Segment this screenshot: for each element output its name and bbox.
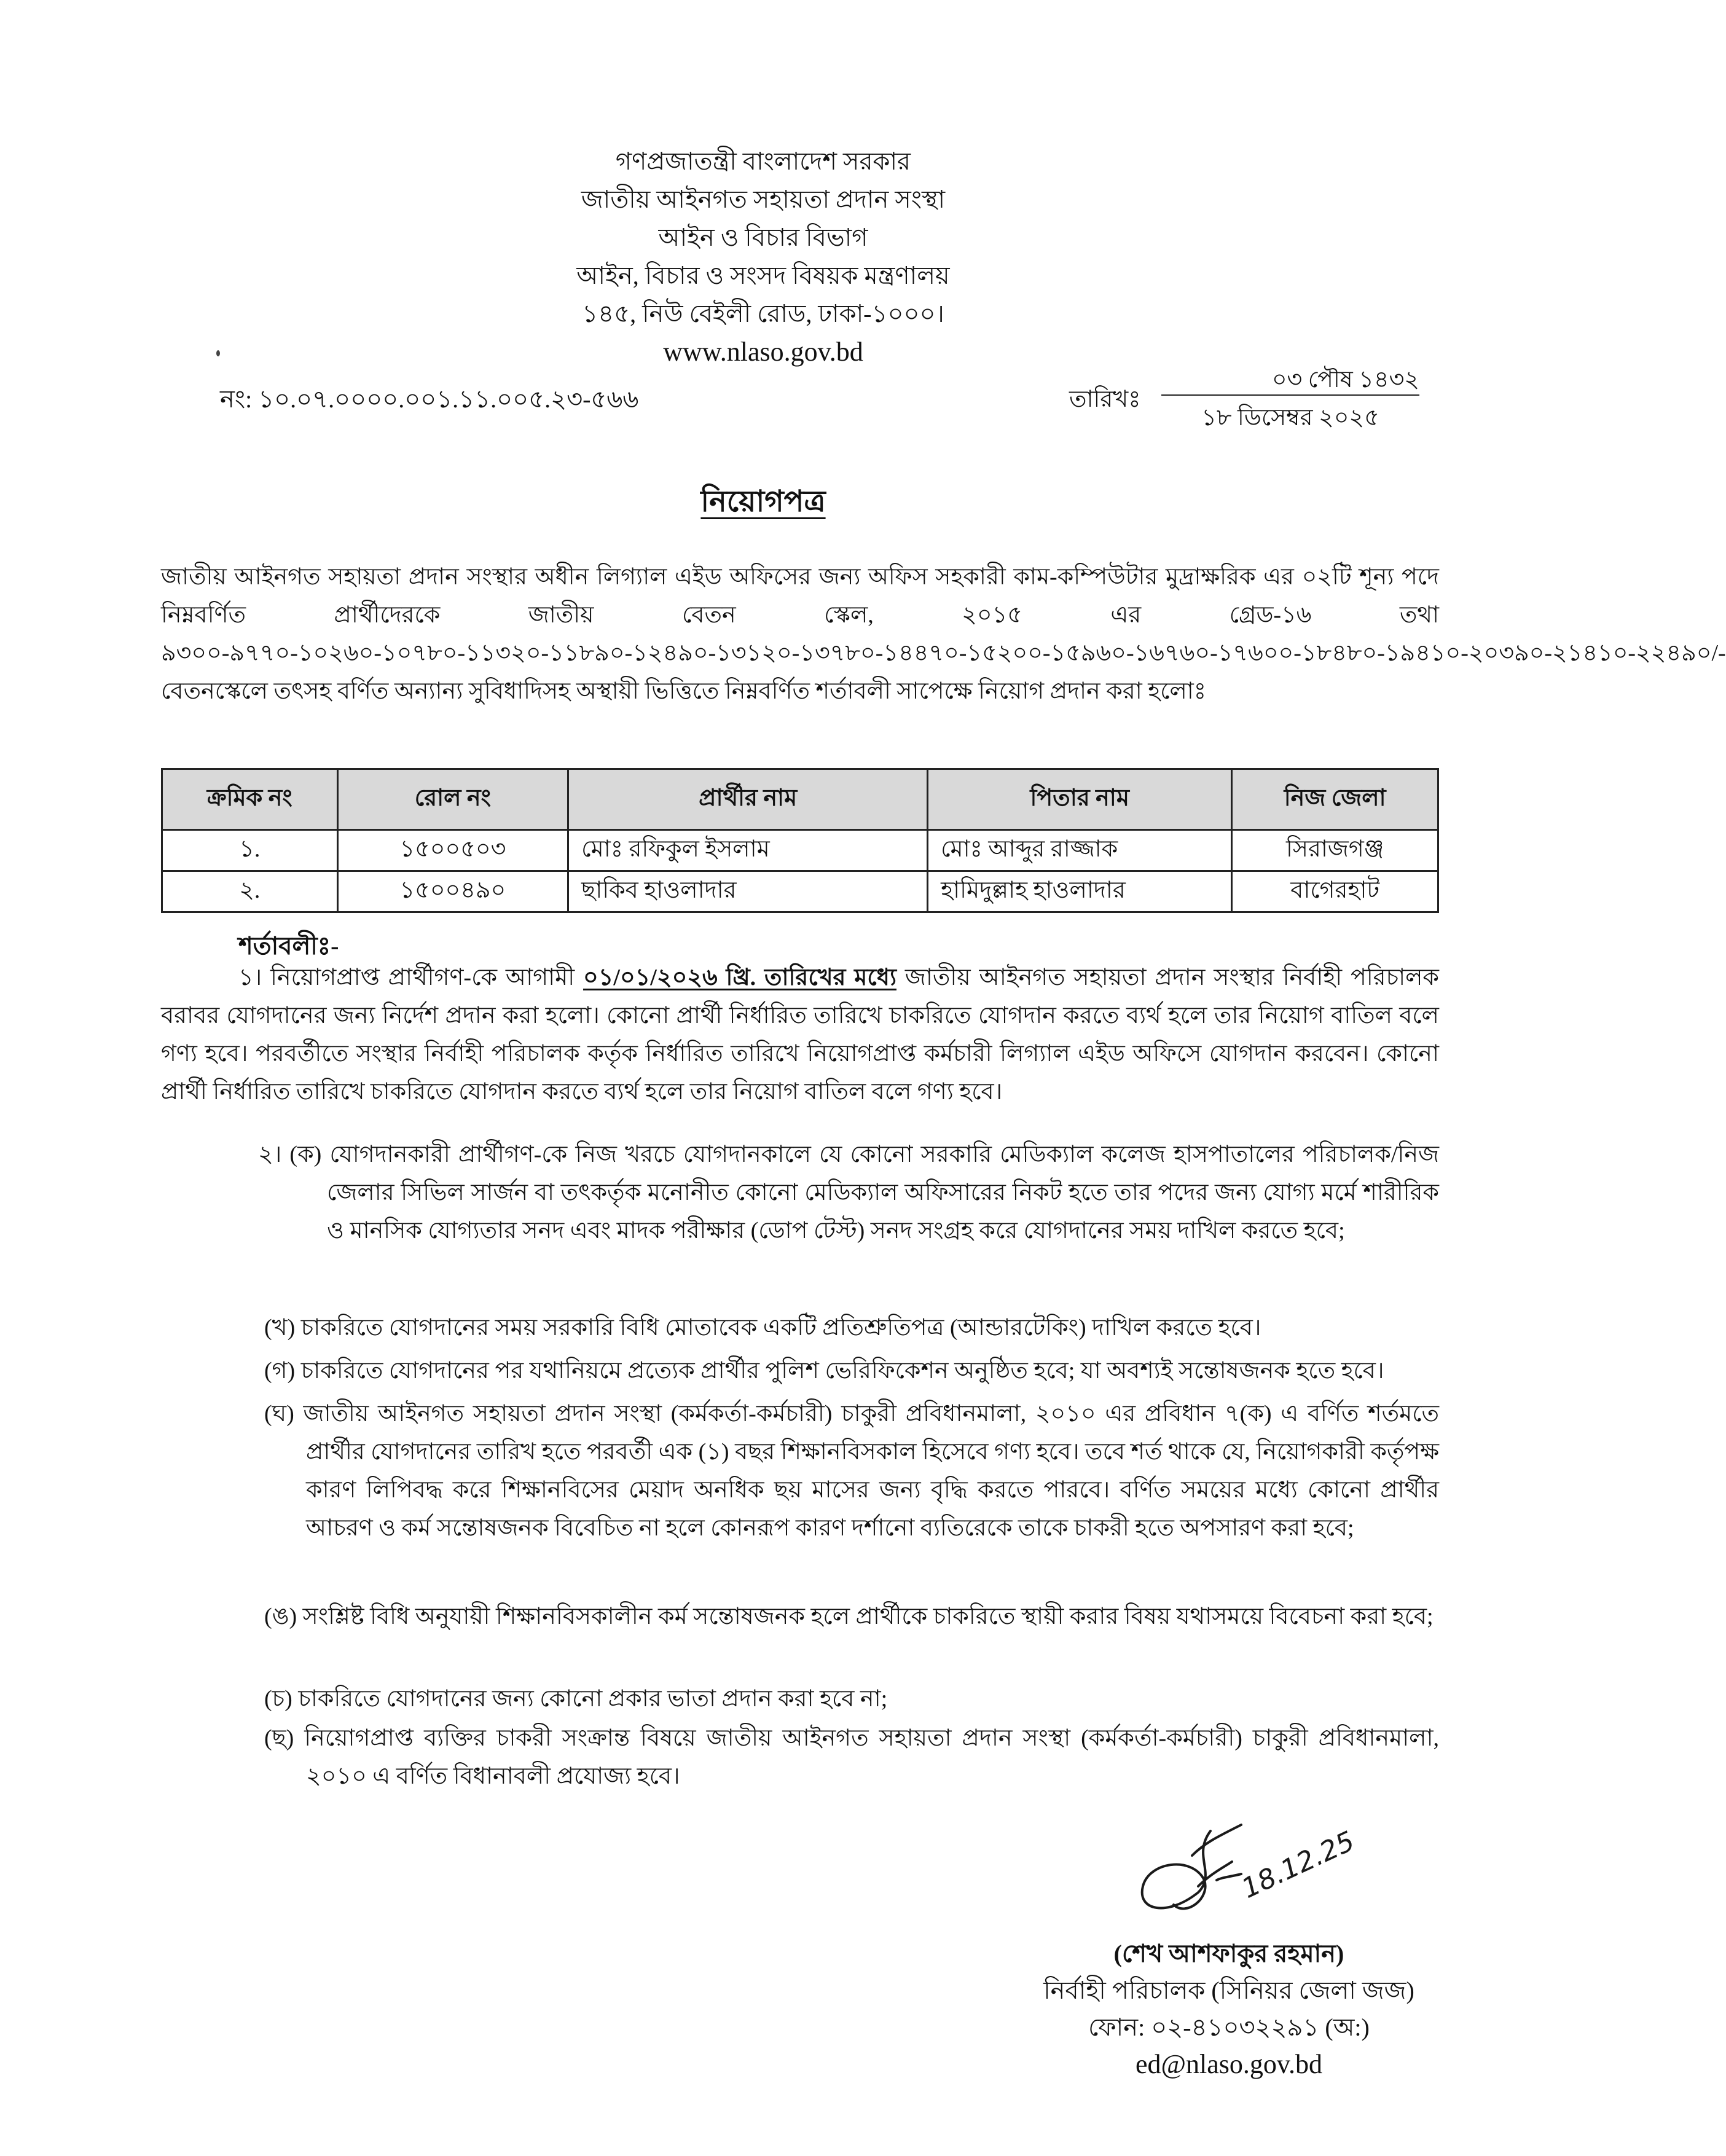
condition-2g-text: (ছ) নিয়োগপ্রাপ্ত ব্যক্তির চাকরী সংক্রান্ত বিষয়ে জাতীয় আইনগত সহায়তা প্রদান সংস্থা (কর্মকর্তা-কর্মচারী) চাকুরী প্রবিধানমালা, ২০১০ এ বর্ণিত বিধানাবলী প্রযোজ্য হবে।	[264, 1725, 1439, 1789]
condition-2b	[264, 1309, 1439, 1347]
condition-2c	[264, 1352, 1439, 1390]
date-divider	[1161, 394, 1419, 396]
signatory-designation: নির্বাহী পরিচালক (সিনিয়র জেলা জজ)	[1043, 1977, 1414, 2004]
cell-home-district: বাগেরহাট	[1232, 871, 1438, 912]
cell-roll: ১৫০০৫০৩	[337, 830, 568, 871]
condition-1	[161, 958, 1439, 1111]
letterhead-organization: জাতীয় আইনগত সহায়তা প্রদান সংস্থা	[581, 186, 946, 213]
signatory-email: ed@nlaso.gov.bd	[1135, 2049, 1323, 2079]
condition-2g	[264, 1719, 1439, 1795]
document-title: নিয়োগপত্র	[700, 485, 826, 518]
candidate-table-wrap	[161, 768, 1439, 913]
condition-2d-text: (ঘ) জাতীয় আইনগত সহায়তা প্রদান সংস্থা (কর্মকর্তা-কর্মচারী) চাকুরী প্রবিধানমালা, ২০১০ এর প্রবিধান ৭(ক) এ বর্ণিত শর্তমতে প্রার্থীর যোগদানের তারিখ হতে পরবর্তী এক (১) বছর শিক্ষানবিসকাল হিসেবে গণ্য হবে। তবে শর্ত থাকে যে, নিয়োগকারী কর্তৃপক্ষ কারণ লিপিবদ্ধ করে শিক্ষানবিসের মেয়াদ অনধিক ছয় মাসের জন্য বৃদ্ধি করতে পারবে। বর্ণিত সময়ের মধ্যে কোনো প্রার্থীর আচরণ ও কর্ম সন্তোষজনক বিবেচিত না হলে কোনরূপ কারণ দর্শানো ব্যতিরেকে তাকে চাকরী হতে অপসারণ করা হবে;	[264, 1401, 1439, 1541]
cell-father-name: মোঃ আব্দুর রাজ্জাক	[928, 830, 1232, 871]
header-father-name: পিতার নাম	[928, 769, 1232, 830]
cell-home-district: সিরাজগঞ্জ	[1232, 830, 1438, 871]
condition-2f-text: (চ) চাকরিতে যোগদানের জন্য কোনো প্রকার ভাতা প্রদান করা হবে না;	[264, 1686, 888, 1712]
handwritten-signature	[1118, 1819, 1376, 1942]
header-roll: রোল নং	[337, 769, 568, 830]
date-bangla-calendar: ০৩ পৌষ ১৪৩২	[1271, 367, 1419, 393]
condition-1-intro: ১। নিয়োগপ্রাপ্ত প্রার্থীগণ-কে আগামী	[238, 965, 584, 990]
intro-paragraph: জাতীয় আইনগত সহায়তা প্রদান সংস্থার অধীন লিগ্যাল এইড অফিসের জন্য অফিস সহকারী কাম-কম্পিউটার মুদ্রাক্ষরিক এর ০২টি শূন্য পদে নিম্নবর্ণিত প্রার্থীদেরকে জাতীয় বেতন স্কেল, ২০১৫ এর গ্রেড-১৬ তথা ৯৩০০-৯৭৭০-১০২৬০-১০৭৮০-১১৩২০-১১৮৯০-১২৪৯০-১৩১২০-১৩৭৮০-১৪৪৭০-১৫২০০-১৫৯৬০-১৬৭৬০-১৭৬০০-১৮৪৮০-১৯৪১০-২০৩৯০-২১৪১০-২২৪৯০/- বেতনস্কেলে তৎসহ বর্ণিত অন্যান্য সুবিধাদিসহ অস্থায়ী ভিত্তিতে নিম্নবর্ণিত শর্তাবলী সাপেক্ষে নিয়োগ প্রদান করা হলোঃ	[161, 564, 1726, 704]
condition-2a	[258, 1135, 1439, 1250]
signatory-name: (শেখ আশফাকুর রহমান)	[1113, 1940, 1344, 1967]
table-row	[162, 871, 1438, 912]
condition-2f	[264, 1680, 1439, 1718]
header-serial: ক্রমিক নং	[162, 769, 338, 830]
signature-icon	[1118, 1819, 1376, 1942]
signature-date: 18.12.25	[1237, 1825, 1360, 1905]
condition-2e-text: (ঙ) সংশ্লিষ্ট বিধি অনুযায়ী শিক্ষানবিসকালীন কর্ম সন্তোষজনক হলে প্রার্থীকে চাকরিতে স্থায়ী করার বিষয় যথাসময়ে বিবেচনা করা হবে;	[264, 1604, 1434, 1629]
reference-number: নং: ১০.০৭.০০০০.০০১.১১.০০৫.২৩-৫৬৬	[220, 385, 639, 413]
signatory-phone: ফোন: ০২-৪১০৩২২৯১ (অ:)	[1088, 2013, 1370, 2041]
letterhead-website: www.nlaso.gov.bd	[663, 337, 863, 367]
letterhead-ministry: আইন, বিচার ও সংসদ বিষয়ক মন্ত্রণালয়	[576, 262, 950, 289]
candidate-table	[161, 768, 1439, 913]
joining-deadline: ০১/০১/২০২৬ খ্রি. তারিখের মধ্যে	[583, 965, 896, 990]
condition-2e	[264, 1597, 1439, 1636]
date-block	[1069, 361, 1438, 429]
letterhead-division: আইন ও বিচার বিভাগ	[658, 224, 868, 251]
letterhead-address: ১৪৫, নিউ বেইলী রোড, ঢাকা-১০০০।	[582, 300, 944, 327]
scan-speck	[216, 350, 220, 356]
condition-2a-text: ২। (ক) যোগদানকারী প্রার্থীগণ-কে নিজ খরচে যোগদানকালে যে কোনো সরকারি মেডিক্যাল কলেজ হাসপাতালের পরিচালক/নিজ জেলার সিভিল সার্জন বা তৎকর্তৃক মনোনীত কোনো মেডিক্যাল অফিসারের নিকট হতে তার পদের জন্য যোগ্য মর্মে শারীরিক ও মানসিক যোগ্যতার সনদ এবং মাদক পরীক্ষার (ডোপ টেস্ট) সনদ সংগ্রহ করে যোগদানের সময় দাখিল করতে হবে;	[258, 1142, 1439, 1244]
cell-serial: ১.	[162, 830, 338, 871]
header-candidate-name: প্রার্থীর নাম	[568, 769, 928, 830]
table-row	[162, 830, 1438, 871]
condition-2d	[264, 1395, 1439, 1547]
condition-2c-text: (গ) চাকরিতে যোগদানের পর যথানিয়মে প্রত্যেক প্রার্থীর পুলিশ ভেরিফিকেশন অনুষ্ঠিত হবে; যা অবশ্যই সন্তোষজনক হতে হবে।	[264, 1358, 1384, 1384]
conditions-heading: শর্তাবলীঃ-	[238, 932, 339, 960]
document-title-wrap	[0, 479, 1526, 528]
letterhead-government: গণপ্রজাতন্ত্রী বাংলাদেশ সরকার	[615, 147, 911, 175]
date-label: তারিখঃ	[1069, 386, 1141, 412]
cell-candidate-name: মোঃ রফিকুল ইসলাম	[568, 830, 928, 871]
cell-father-name: হামিদুল্লাহ হাওলাদার	[928, 871, 1232, 912]
signatory-block	[1020, 1935, 1438, 2083]
condition-2b-text: (খ) চাকরিতে যোগদানের সময় সরকারি বিধি মোতাবেক একটি প্রতিশ্রুতিপত্র (আন্ডারটেকিং) দাখিল করতে হবে।	[264, 1315, 1261, 1341]
cell-roll: ১৫০০৪৯০	[337, 871, 568, 912]
cell-candidate-name: ছাকিব হাওলাদার	[568, 871, 928, 912]
letterhead	[0, 143, 1526, 371]
cell-serial: ২.	[162, 871, 338, 912]
table-header-row	[162, 769, 1438, 830]
date-gregorian: ১৮ ডিসেম্বর ২০২৫	[1201, 405, 1379, 431]
condition-1-body: জাতীয় আইনগত সহায়তা প্রদান সংস্থার নির্বাহী পরিচালক বরাবর যোগদানের জন্য নির্দেশ প্রদান করা হলো। কোনো প্রার্থী নির্ধারিত তারিখে চাকরিতে যোগদান করতে ব্যর্থ হলে তার নিয়োগ বাতিল বলে গণ্য হবে। পরবর্তীতে সংস্থার নির্বাহী পরিচালক কর্তৃক নির্ধারিত তারিখে নিয়োগপ্রাপ্ত কর্মচারী লিগ্যাল এইড অফিসে যোগদান করবেন। কোনো প্রার্থী নির্ধারিত তারিখে চাকরিতে যোগদান করতে ব্যর্থ হলে তার নিয়োগ বাতিল বলে গণ্য হবে।	[161, 965, 1440, 1105]
header-home-district: নিজ জেলা	[1232, 769, 1438, 830]
